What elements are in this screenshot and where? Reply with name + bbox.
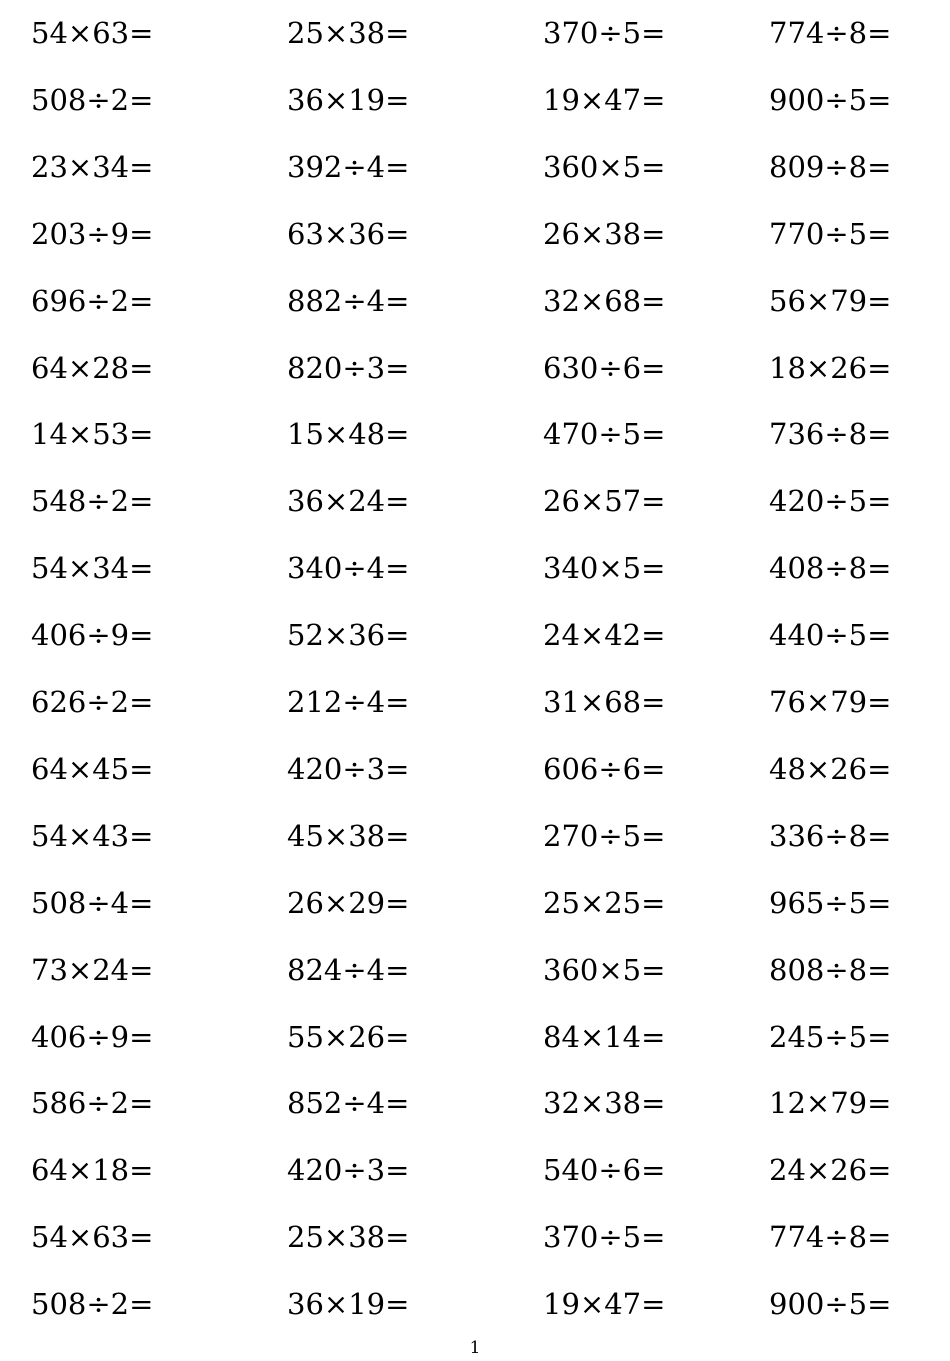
math-problem: 26×38= bbox=[543, 216, 666, 251]
problem-row bbox=[0, 1217, 950, 1257]
math-problem: 63×36= bbox=[287, 216, 410, 251]
math-problem: 36×24= bbox=[287, 484, 410, 519]
math-problem: 18×26= bbox=[769, 350, 892, 385]
math-problem: 406÷9= bbox=[31, 618, 154, 653]
math-problem: 736÷8= bbox=[769, 417, 892, 452]
math-problem: 36×19= bbox=[287, 82, 410, 117]
math-problem: 630÷6= bbox=[543, 350, 666, 385]
problem-row bbox=[0, 80, 950, 120]
math-problem: 14×53= bbox=[31, 417, 154, 452]
math-problem: 420÷5= bbox=[769, 484, 892, 519]
math-problem: 340×5= bbox=[543, 551, 666, 586]
problem-row bbox=[0, 816, 950, 856]
math-problem: 32×38= bbox=[543, 1086, 666, 1121]
math-problem: 420÷3= bbox=[287, 751, 410, 786]
math-problem: 406÷9= bbox=[31, 1019, 154, 1054]
problem-row bbox=[0, 13, 950, 53]
math-problem: 360×5= bbox=[543, 149, 666, 184]
math-problem: 900÷5= bbox=[769, 82, 892, 117]
math-problem: 203÷9= bbox=[31, 216, 154, 251]
math-problem: 24×42= bbox=[543, 618, 666, 653]
math-problem: 370÷5= bbox=[543, 1220, 666, 1255]
math-problem: 340÷4= bbox=[287, 551, 410, 586]
math-problem: 54×43= bbox=[31, 818, 154, 853]
math-problem: 392÷4= bbox=[287, 149, 410, 184]
math-problem: 808÷8= bbox=[769, 952, 892, 987]
math-problem: 25×38= bbox=[287, 16, 410, 50]
problem-row bbox=[0, 682, 950, 722]
math-problem: 440÷5= bbox=[769, 618, 892, 653]
problem-row bbox=[0, 1017, 950, 1057]
problem-row bbox=[0, 1150, 950, 1190]
math-problem: 626÷2= bbox=[31, 685, 154, 719]
math-problem: 64×28= bbox=[31, 350, 154, 385]
math-problem: 76×79= bbox=[769, 685, 892, 719]
math-problem: 12×79= bbox=[769, 1086, 892, 1121]
math-problem: 64×45= bbox=[31, 751, 154, 786]
math-problem: 540÷6= bbox=[543, 1153, 666, 1188]
problem-row bbox=[0, 281, 950, 321]
math-problem: 45×38= bbox=[287, 818, 410, 853]
problem-row bbox=[0, 481, 950, 521]
math-problem: 852÷4= bbox=[287, 1086, 410, 1121]
math-problem: 820÷3= bbox=[287, 350, 410, 385]
math-problem: 774÷8= bbox=[769, 16, 892, 50]
math-problem: 56×79= bbox=[769, 283, 892, 318]
problem-row bbox=[0, 749, 950, 789]
math-problem: 54×34= bbox=[31, 551, 154, 586]
page-number: 1 bbox=[469, 1338, 481, 1358]
math-problem: 26×57= bbox=[543, 484, 666, 519]
math-problem: 36×19= bbox=[287, 1287, 410, 1322]
math-problem: 370÷5= bbox=[543, 16, 666, 50]
math-problem: 19×47= bbox=[543, 82, 666, 117]
problem-row bbox=[0, 548, 950, 588]
math-problem: 52×36= bbox=[287, 618, 410, 653]
math-problem: 420÷3= bbox=[287, 1153, 410, 1188]
problem-row bbox=[0, 1284, 950, 1324]
math-problem: 824÷4= bbox=[287, 952, 410, 987]
math-problem: 25×25= bbox=[543, 885, 666, 920]
math-problem: 882÷4= bbox=[287, 283, 410, 318]
math-problem: 73×24= bbox=[31, 952, 154, 987]
problem-row bbox=[0, 1083, 950, 1123]
math-problem: 336÷8= bbox=[769, 818, 892, 853]
math-problem: 965÷5= bbox=[769, 885, 892, 920]
math-problem: 696÷2= bbox=[31, 283, 154, 318]
math-problem: 548÷2= bbox=[31, 484, 154, 519]
math-problem: 809÷8= bbox=[769, 149, 892, 184]
math-problem: 470÷5= bbox=[543, 417, 666, 452]
problem-row bbox=[0, 883, 950, 923]
math-problem: 508÷4= bbox=[31, 885, 154, 920]
math-problem: 54×63= bbox=[31, 1220, 154, 1255]
math-problem: 32×68= bbox=[543, 283, 666, 318]
math-problem: 270÷5= bbox=[543, 818, 666, 853]
math-problem: 900÷5= bbox=[769, 1287, 892, 1322]
problem-row bbox=[0, 214, 950, 254]
math-problem: 770÷5= bbox=[769, 216, 892, 251]
math-problem: 19×47= bbox=[543, 1287, 666, 1322]
math-problem: 508÷2= bbox=[31, 82, 154, 117]
math-problem: 55×26= bbox=[287, 1019, 410, 1054]
problem-row bbox=[0, 950, 950, 990]
problem-row bbox=[0, 147, 950, 187]
problem-row bbox=[0, 348, 950, 388]
math-problem: 408÷8= bbox=[769, 551, 892, 586]
math-problem: 48×26= bbox=[769, 751, 892, 786]
math-problem: 245÷5= bbox=[769, 1019, 892, 1054]
problem-row bbox=[0, 615, 950, 655]
math-problem: 84×14= bbox=[543, 1019, 666, 1054]
math-problem: 586÷2= bbox=[31, 1086, 154, 1121]
math-problem: 31×68= bbox=[543, 685, 666, 719]
math-problem: 23×34= bbox=[31, 149, 154, 184]
math-problem: 212÷4= bbox=[287, 685, 410, 719]
math-problem: 606÷6= bbox=[543, 751, 666, 786]
problem-row bbox=[0, 414, 950, 454]
math-problem: 64×18= bbox=[31, 1153, 154, 1188]
math-problem: 15×48= bbox=[287, 417, 410, 452]
math-problem: 508÷2= bbox=[31, 1287, 154, 1322]
math-problem: 774÷8= bbox=[769, 1220, 892, 1255]
math-problem: 26×29= bbox=[287, 885, 410, 920]
math-problem: 360×5= bbox=[543, 952, 666, 987]
math-problem: 24×26= bbox=[769, 1153, 892, 1188]
math-problem: 54×63= bbox=[31, 16, 154, 50]
math-problem: 25×38= bbox=[287, 1220, 410, 1255]
